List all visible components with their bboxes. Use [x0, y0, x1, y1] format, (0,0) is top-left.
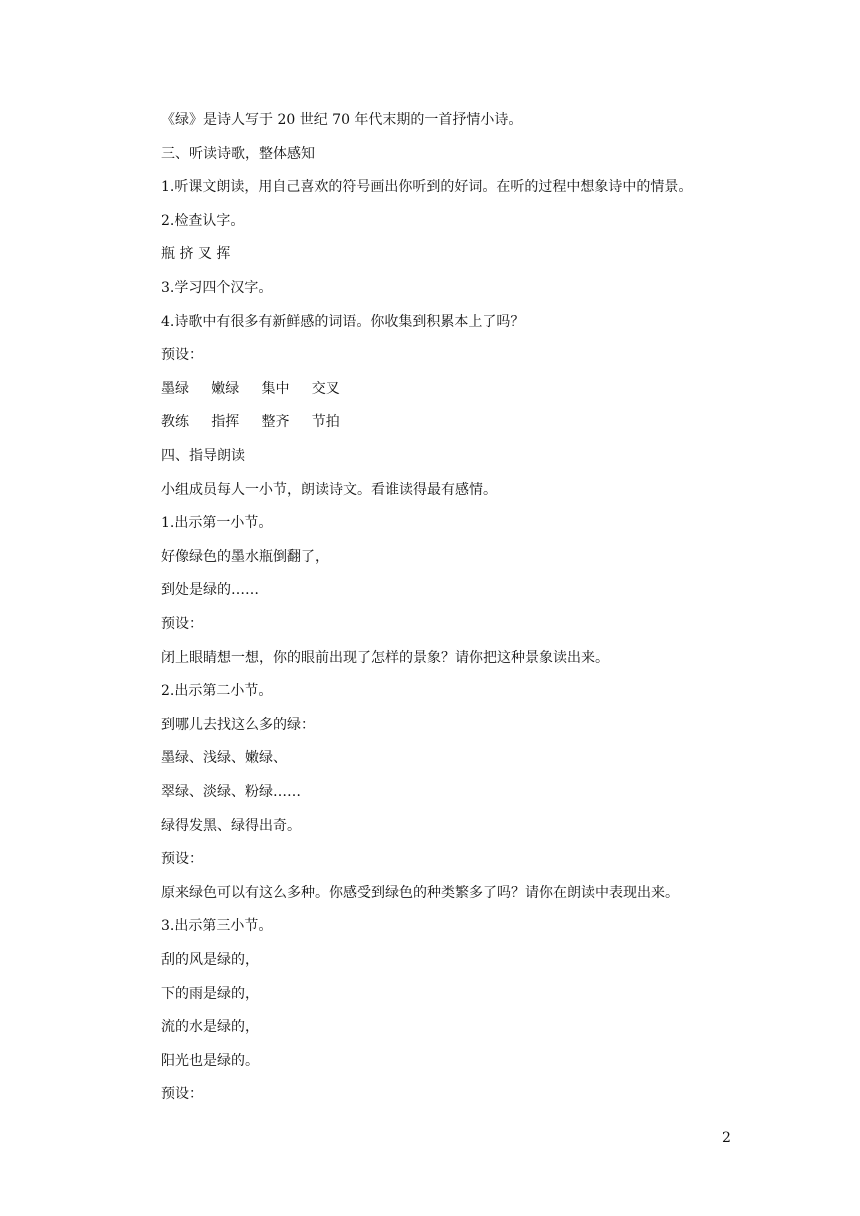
text-line: 教练 指挥 整齐 节拍	[161, 414, 340, 430]
text-line: 预设：	[161, 1086, 203, 1102]
text-line: 闭上眼睛想一想，你的眼前出现了怎样的景象？请你把这种景象读出来。	[161, 650, 609, 666]
text-line: 预设：	[161, 616, 203, 632]
text-line: 到处是绿的……	[161, 582, 259, 598]
text-line: 下的雨是绿的，	[161, 986, 259, 1002]
text-line: 1.出示第一小节。	[161, 515, 273, 531]
text-line: 《绿》是诗人写于 20 世纪 70 年代末期的一首抒情小诗。	[161, 112, 523, 128]
text-line: 三、听读诗歌，整体感知	[161, 146, 315, 162]
text-line: 4.诗歌中有很多有新鲜感的词语。你收集到积累本上了吗？	[161, 314, 525, 330]
text-line: 预设：	[161, 851, 203, 867]
text-line: 瓶 挤 叉 挥	[161, 246, 231, 262]
text-line: 1.听课文朗读，用自己喜欢的符号画出你听到的好词。在听的过程中想象诗中的情景。	[161, 179, 693, 195]
text-line: 小组成员每人一小节，朗读诗文。看谁读得最有感情。	[161, 482, 497, 498]
text-line: 原来绿色可以有这么多种。你感受到绿色的种类繁多了吗？请你在朗读中表现出来。	[161, 885, 679, 901]
text-line: 刮的风是绿的，	[161, 952, 259, 968]
text-line: 阳光也是绿的。	[161, 1053, 259, 1069]
text-line: 墨绿 嫩绿 集中 交叉	[161, 381, 340, 397]
page-number: 2	[722, 1130, 731, 1146]
text-line: 3.出示第三小节。	[161, 918, 273, 934]
text-line: 四、指导朗读	[161, 448, 245, 464]
text-line: 翠绿、淡绿、粉绿……	[161, 784, 301, 800]
text-line: 到哪儿去找这么多的绿：	[161, 717, 315, 733]
text-line: 绿得发黑、绿得出奇。	[161, 818, 301, 834]
text-line: 流的水是绿的，	[161, 1019, 259, 1035]
text-line: 墨绿、浅绿、嫩绿、	[161, 750, 287, 766]
text-line: 3.学习四个汉字。	[161, 280, 273, 296]
text-line: 2.出示第二小节。	[161, 683, 273, 699]
text-line: 预设：	[161, 347, 203, 363]
text-line: 2.检查认字。	[161, 213, 245, 229]
text-line: 好像绿色的墨水瓶倒翻了，	[161, 549, 329, 565]
